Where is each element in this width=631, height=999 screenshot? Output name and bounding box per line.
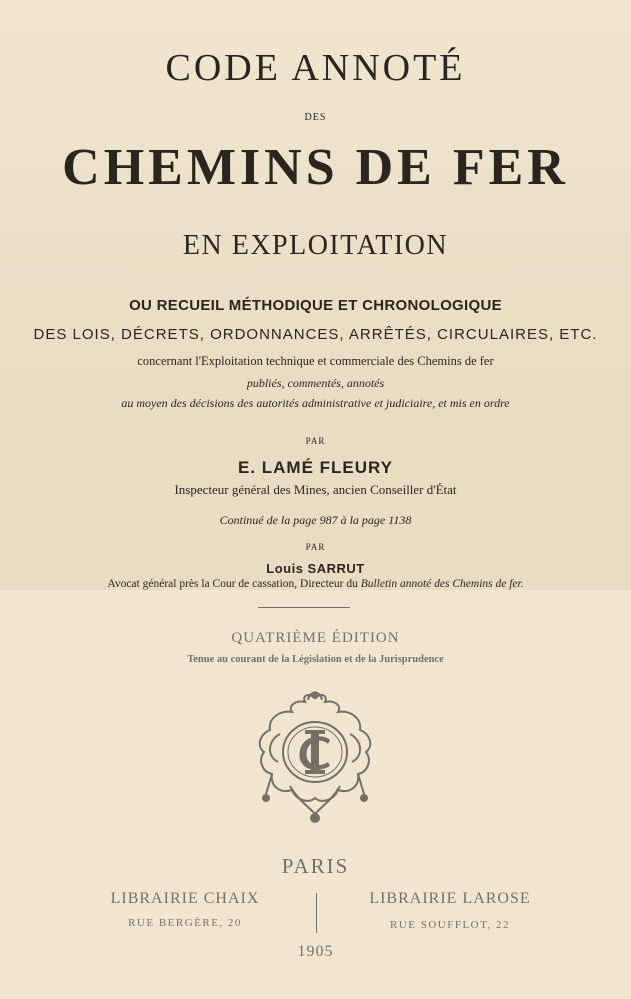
- divider-rule: [258, 607, 350, 608]
- subtitle-line-4: publiés, commentés, annotés: [246, 376, 385, 390]
- par-label-1: PAR: [305, 436, 326, 446]
- subtitle-line-1: OU RECUEIL MÉTHODIQUE ET CHRONOLOGIQUE: [129, 297, 502, 314]
- author-2-description: [0, 578, 631, 590]
- title-line-3: EN EXPLOITATION: [182, 230, 449, 261]
- author-1-name: E. LAMÉ FLEURY: [237, 458, 394, 477]
- title-connector: DES: [304, 112, 327, 123]
- par-label-2: PAR: [305, 542, 326, 552]
- edition-label: QUATRIÈME ÉDITION: [231, 630, 400, 646]
- subtitle-line-3: concernant l'Exploitation technique et commerciale des Chemins de fer: [137, 354, 494, 368]
- author-2-name: Louis SARRUT: [266, 561, 365, 576]
- publisher-separator: [316, 893, 317, 933]
- subtitle-line-2: DES LOIS, DÉCRETS, ORDONNANCES, ARRÊTÉS, CIRCULAIRES, ETC.: [33, 326, 598, 343]
- author-1-description: Inspecteur général des Mines, ancien Conseiller d'État: [174, 482, 457, 497]
- publisher-monogram-icon: [250, 690, 380, 835]
- author-2-description-italic: Bulletin annoté des Chemins de fer.: [360, 578, 524, 590]
- edition-note: Tenue au courant de la Législation et de la Jurisprudence: [187, 654, 444, 665]
- address-right: RUE SOUFFLOT, 22: [389, 919, 511, 931]
- publisher-left: LIBRAIRIE CHAIX: [110, 890, 260, 907]
- publication-year: 1905: [297, 943, 334, 960]
- imprint-city: PARIS: [281, 854, 350, 878]
- address-left: RUE BERGÈRE, 20: [128, 917, 242, 929]
- publisher-right: LIBRAIRIE LAROSE: [369, 890, 531, 907]
- subtitle-line-5: au moyen des décisions des autorités administrative et judiciaire, et mis en ordre: [121, 396, 510, 410]
- author-2-description-prefix: Avocat général près la Cour de cassation, Directeur du: [107, 578, 361, 590]
- title-line-2: CHEMINS DE FER: [62, 139, 569, 196]
- title-line-1: CODE ANNOTÉ: [165, 47, 466, 89]
- continuation-note: Continué de la page 987 à la page 1138: [219, 513, 412, 527]
